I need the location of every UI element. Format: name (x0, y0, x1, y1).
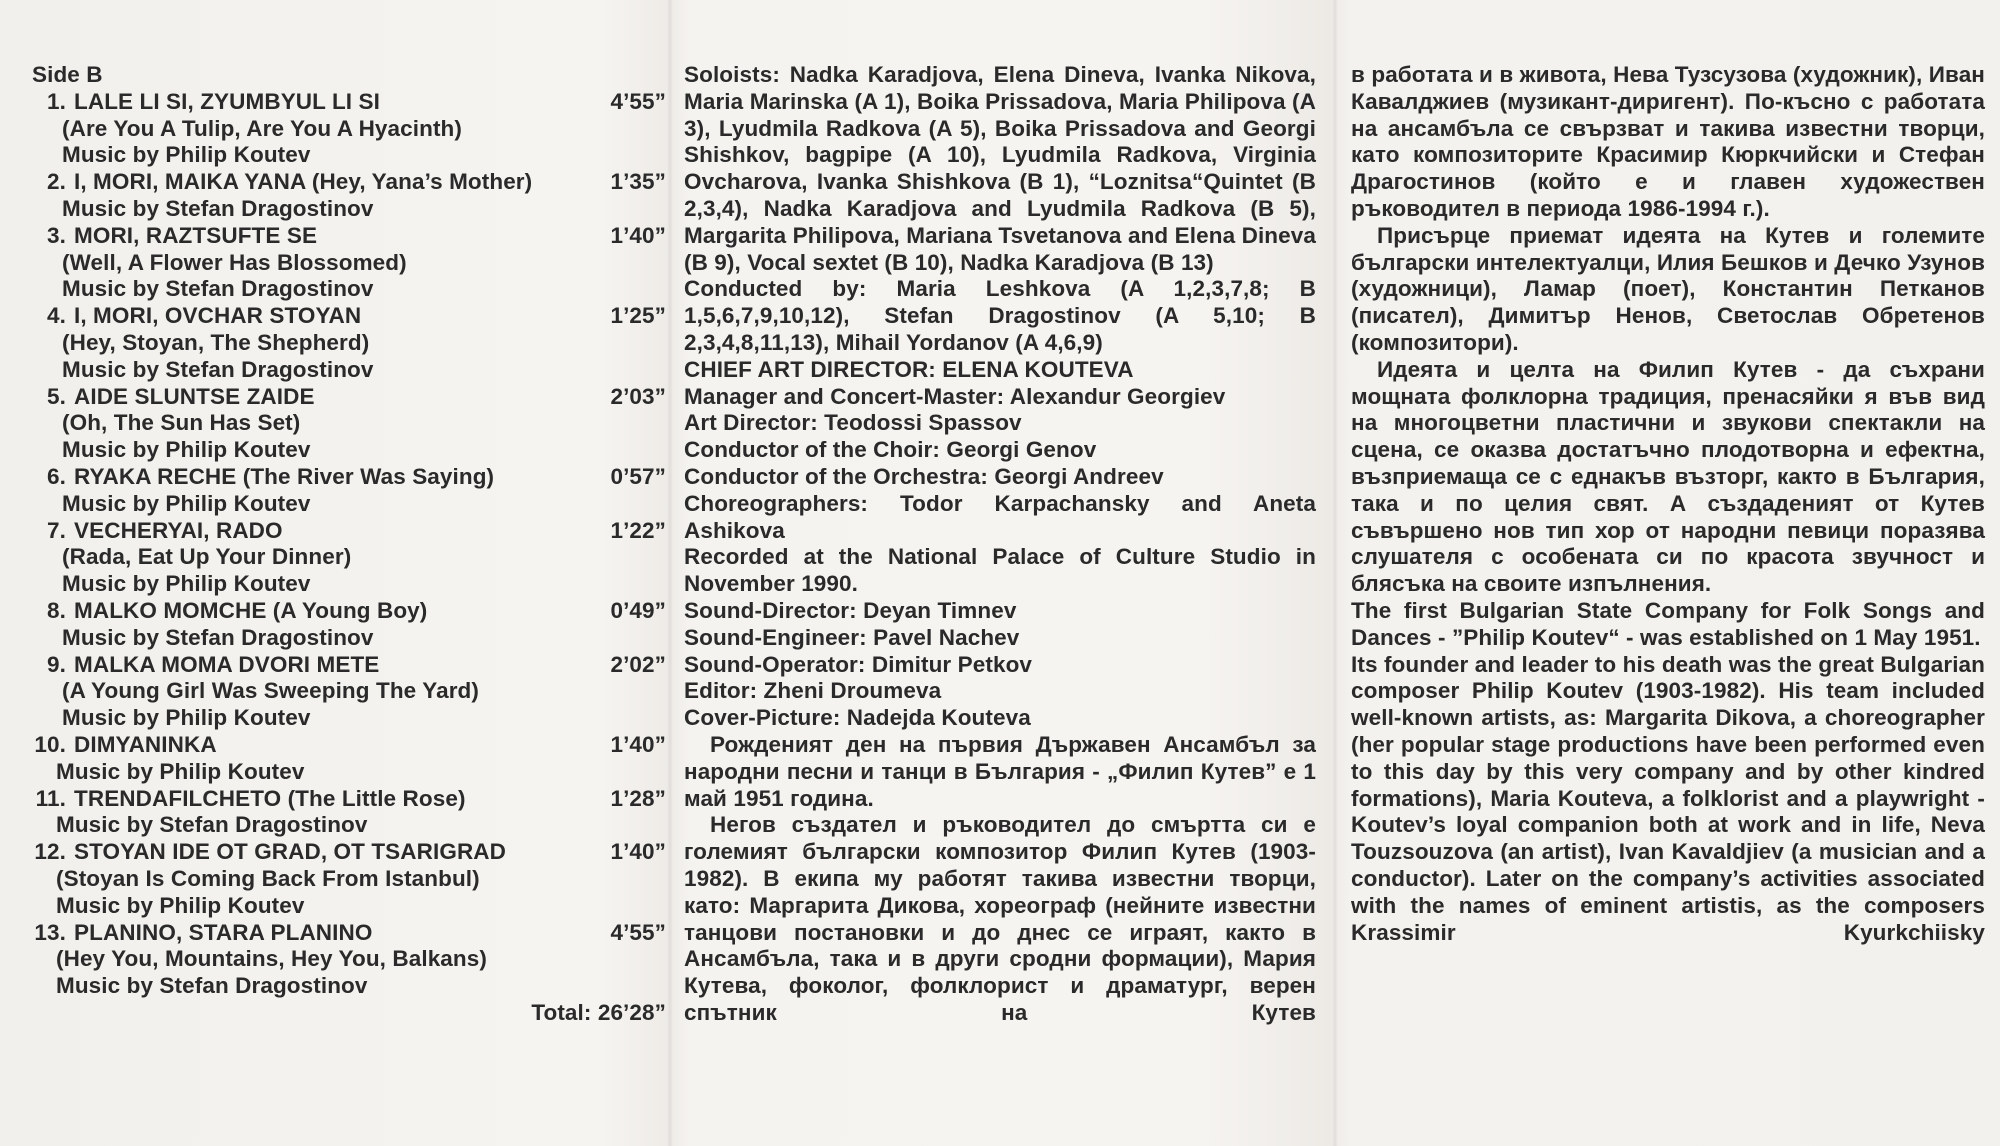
manager-credit: Manager and Concert-Master: Alexandur Georgiev (684, 383, 1226, 409)
track-subtitle: (Stoyan Is Coming Back From Istanbul) (56, 865, 480, 891)
track-composer: Music by Stefan Dragostinov (56, 812, 368, 838)
track-duration: 1’35” (610, 169, 666, 195)
fold-line (667, 0, 673, 1146)
track-row (28, 920, 666, 947)
track-item (28, 223, 666, 303)
track-row (28, 169, 666, 196)
side-label: Side B (32, 62, 103, 87)
track-duration: 1’28” (610, 785, 666, 811)
total-duration: Total: 26’28” (531, 999, 666, 1025)
track-number: 8. (47, 597, 66, 623)
track-duration: 1’25” (610, 303, 666, 329)
track-title: TRENDAFILCHETO (The Little Rose) (74, 785, 466, 811)
track-composer: Music by Stefan Dragostinov (62, 624, 374, 650)
sound-director-credit: Sound-Director: Deyan Timnev (684, 597, 1017, 623)
track-title: MALKA MOMA DVORI METE (74, 651, 380, 677)
bulgarian-paragraph: Рожденият ден на първия Държавен Ансамбъл за народни песни и танци в България - „Филип Кутев” е 1 май 1951 година. (684, 731, 1316, 811)
track-subtitle: (Are You A Tulip, Are You A Hyacinth) (62, 115, 462, 141)
cover-credit: Cover-Picture: Nadejda Kouteva (684, 705, 1031, 731)
track-title: VECHERYAI, RADO (74, 517, 283, 543)
bulgarian-paragraph: Идеята и целта на Филип Кутев - да съхрани мощната фолклорна традиция, пренасяйки я във вид на многоцветни пластични и звукови спектакли на сцена, се оказва достатъчно плодотворна и ефектна, възприемаща се с еднакъв възторг, както в България, така и по целия свят. А създаденият от Кутев съвършено нов тип хор от народни певици поразява слушателя с особената си по красота звучност и блясъка на своите изпълнения. (1351, 356, 1985, 597)
track-number: 1. (47, 88, 66, 114)
track-item (28, 598, 666, 652)
track-item (28, 384, 666, 464)
soloists-text: Soloists: Nadka Karadjova, Elena Dineva, Ivanka Nikova, Maria Marinska (A 1), Boika Prissadova, Maria Philipova (A 3), Lyudmila Radkova (A 5), Boika Prissadova and Georgi Shishkov, bagpipe (A 10), Lyudmila Radkova, Virginia Ovcharova, Ivanka Shishkova (B 1), “Loznitsa“Quintet (B 2,3,4), Nadka Karadjova and Lyudmila Radkova (B 5), Margarita Philipova, Mariana Tsvetanova and Elena Dineva (B 9), Vocal sextet (B 10), Nadka Karadjova (B 13) (684, 62, 1316, 275)
fold-line (1332, 0, 1338, 1146)
sound-engineer-credit: Sound-Engineer: Pavel Nachev (684, 624, 1020, 650)
track-heading (28, 89, 380, 116)
track-number: 11. (35, 785, 66, 811)
track-row (28, 518, 666, 545)
track-composer: Music by Philip Koutev (62, 705, 311, 731)
track-subtitle: (Hey You, Mountains, Hey You, Balkans) (56, 946, 487, 972)
track-composer: Music by Philip Koutev (62, 571, 311, 597)
track-subtitle: (Hey, Stoyan, The Shepherd) (62, 329, 370, 355)
track-item (28, 920, 666, 1000)
track-subtitle: (Well, A Flower Has Blossomed) (62, 249, 407, 275)
track-heading (28, 169, 532, 196)
track-composer: Music by Stefan Dragostinov (62, 356, 374, 382)
track-number: 4. (47, 303, 66, 329)
track-row (28, 839, 666, 866)
track-composer: Music by Stefan Dragostinov (56, 973, 368, 999)
track-composer: Music by Philip Koutev (56, 758, 305, 784)
track-row (28, 384, 666, 411)
conducted-text: Conducted by: Maria Leshkova (A 1,2,3,7,8; B 1,5,6,7,9,10,12), Stefan Dragostinov (A 5,10; B 2,3,4,8,11,13), Mihail Yordanov (A 4,6,9) (684, 276, 1316, 355)
track-composer: Music by Stefan Dragostinov (62, 195, 374, 221)
track-duration: 1’40” (610, 222, 666, 248)
track-duration: 4’55” (610, 88, 666, 114)
track-title: STOYAN IDE OT GRAD, OT TSARIGRAD (74, 839, 506, 865)
track-row (28, 464, 666, 491)
history-column (1351, 62, 1985, 946)
track-item (28, 518, 666, 598)
track-duration: 0’49” (610, 597, 666, 623)
track-number: 12. (34, 839, 66, 865)
track-duration: 4’55” (610, 919, 666, 945)
track-composer: Music by Philip Koutev (62, 490, 311, 516)
track-duration: 1’40” (610, 731, 666, 757)
track-title: I, MORI, MAIKA YANA (Hey, Yana’s Mother) (74, 169, 533, 195)
track-number: 7. (47, 517, 66, 543)
track-duration: 0’57” (610, 463, 666, 489)
track-heading (28, 223, 317, 250)
bulgarian-paragraph: Негов създател и ръководител до смъртта си е големият български композитор Филип Кутев (1903-1982). В екипа му работят такива известни творци, като: Маргарита Дикова, хореограф (нейните известни танцови постановки и до днес се играят, както в Ансамбъла, така и в други сродни формации), Мария Кутева, фоколог, фолклорист и драматург, верен спътник на Кутев (684, 812, 1316, 1025)
track-heading (28, 920, 372, 947)
track-heading (28, 786, 466, 813)
track-number: 13. (34, 919, 66, 945)
track-row (28, 303, 666, 330)
track-heading (28, 518, 283, 545)
tracklist-column (28, 62, 666, 1027)
track-title: MALKO MOMCHE (A Young Boy) (74, 597, 428, 623)
track-duration: 2’02” (610, 651, 666, 677)
track-composer: Music by Philip Koutev (56, 892, 305, 918)
track-item (28, 169, 666, 223)
art-director-credit: Art Director: Teodossi Spassov (684, 410, 1022, 436)
track-title: DIMYANINKA (74, 731, 217, 757)
track-subtitle: (A Young Girl Was Sweeping The Yard) (62, 678, 479, 704)
track-duration: 2’03” (610, 383, 666, 409)
track-number: 5. (47, 383, 66, 409)
track-duration: 1’40” (610, 839, 666, 865)
track-row (28, 652, 666, 679)
sound-operator-credit: Sound-Operator: Dimitur Petkov (684, 651, 1033, 677)
track-heading (28, 303, 361, 330)
track-heading (28, 732, 217, 759)
track-heading (28, 464, 494, 491)
track-list (28, 89, 666, 1000)
choreographers-credit: Choreographers: Todor Karpachansky and Aneta Ashikova (684, 490, 1316, 543)
bulgarian-paragraph: в работата и в живота, Нева Тузсузова (художник), Иван Кавалджиев (музикант-диригент). По-късно с работата на ансамбъла се свързват и такива известни творци, като композиторите Красимир Кюркчийски и Стефан Драгостинов (който е и главен художествен ръководител в периода 1986-1994 г.). (1351, 62, 1985, 221)
track-composer: Music by Philip Koutev (62, 437, 311, 463)
track-heading (28, 652, 379, 679)
track-item (28, 786, 666, 840)
track-row (28, 732, 666, 759)
track-item (28, 89, 666, 169)
editor-credit: Editor: Zheni Droumeva (684, 678, 942, 704)
orchestra-conductor-credit: Conductor of the Orchestra: Georgi Andreev (684, 463, 1164, 489)
track-row (28, 786, 666, 813)
track-composer: Music by Stefan Dragostinov (62, 276, 374, 302)
track-number: 2. (47, 169, 66, 195)
track-title: MORI, RAZTSUFTE SE (74, 222, 318, 248)
track-row (28, 598, 666, 625)
track-item (28, 303, 666, 383)
track-duration: 1’22” (610, 517, 666, 543)
track-number: 10. (34, 731, 66, 757)
english-paragraph: The first Bulgarian State Company for Folk Songs and Dances - ”Philip Koutev“ - was established on 1 May 1951. (1351, 597, 1985, 650)
track-item (28, 464, 666, 518)
track-heading (28, 384, 315, 411)
track-title: I, MORI, OVCHAR STOYAN (74, 303, 362, 329)
choir-conductor-credit: Conductor of the Choir: Georgi Genov (684, 437, 1097, 463)
track-title: RYAKA RECHE (The River Was Saying) (74, 463, 495, 489)
recorded-credit: Recorded at the National Palace of Culture Studio in November 1990. (684, 544, 1316, 597)
chief-art-director: CHIEF ART DIRECTOR: ELENA KOUTEVA (684, 356, 1134, 382)
track-item (28, 839, 666, 919)
track-title: PLANINO, STARA PLANINO (74, 919, 373, 945)
track-heading (28, 839, 506, 866)
track-number: 9. (47, 651, 66, 677)
bulgarian-paragraph: Присърце приемат идеята на Кутев и големите български интелектуалци, Илия Бешков и Дечко Узунов (художници), Ламар (поет), Константин Петканов (писател), Димитър Ненов, Светослав Обретенов (композитори). (1351, 222, 1985, 355)
track-row (28, 223, 666, 250)
credits-column (684, 62, 1316, 1027)
track-number: 3. (47, 222, 66, 248)
track-item (28, 732, 666, 786)
track-subtitle: (Oh, The Sun Has Set) (62, 410, 301, 436)
english-paragraph: Its founder and leader to his death was the great Bulgarian composer Philip Koutev (1903-1982). His team included well-known artists, as: Margarita Dikova, a choreographer (her popular stage productions have been performed even to this day by this very company and by other kindred formations), Maria Kouteva, a folklorist and a playwright - Koutev’s loyal companion both at work and in life, Neva Touzsouzova (an artist), Ivan Kavaldjiev (a musician and a conductor). Later on the company’s activities associated with the names of eminent artistis, as the composers Krassimir Kyurkchiisky (1351, 651, 1985, 945)
track-number: 6. (47, 463, 66, 489)
track-title: LALE LI SI, ZYUMBYUL LI SI (74, 88, 380, 114)
track-subtitle: (Rada, Eat Up Your Dinner) (62, 544, 352, 570)
track-row (28, 89, 666, 116)
track-title: AIDE SLUNTSE ZAIDE (74, 383, 315, 409)
track-item (28, 652, 666, 732)
track-heading (28, 598, 427, 625)
track-composer: Music by Philip Koutev (62, 142, 311, 168)
